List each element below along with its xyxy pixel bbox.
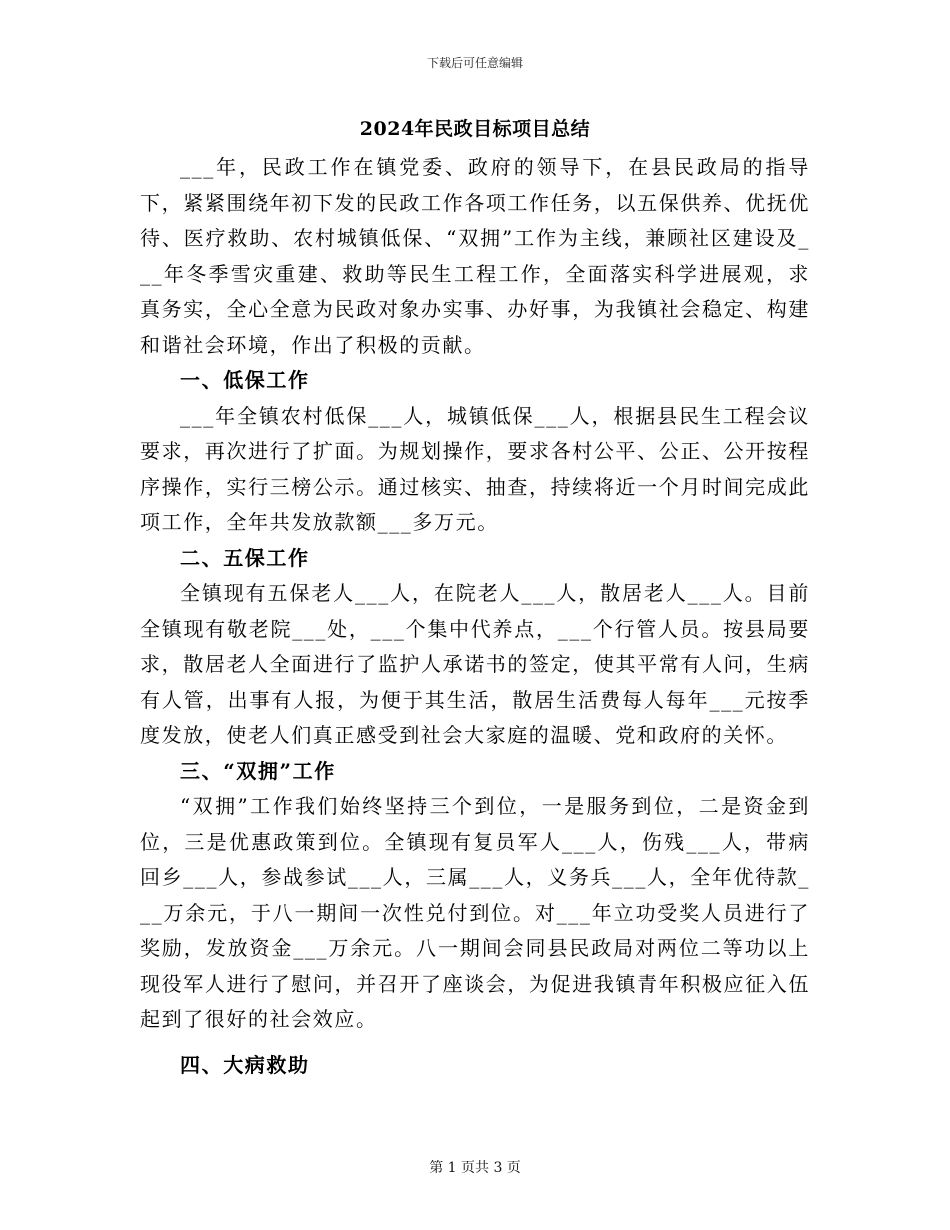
section-heading-five-guarantees: 二、五保工作 <box>180 545 310 570</box>
section-heading-major-illness: 四、大病救助 <box>180 1052 310 1077</box>
document-body <box>140 150 810 1083</box>
section-body-low-income: ___年全镇农村低保___人，城镇低保___人，根据县民生工程会议要求，再次进行了扩面。为规划操作，要求各村公平、公正、公开按程序操作，实行三榜公示。通过核实、抽查，持续将近一个月时间完成此项工作，全年共发放款额___多万元。 <box>140 403 810 534</box>
section-body-five-guarantees: 全镇现有五保老人___人，在院老人___人，散居老人___人。目前全镇现有敬老院___处，___个集中代养点，___个行管人员。按县局要求，散居老人全面进行了监护人承诺书的签定，使其平常有人问，生病有人管，出事有人报，为便于其生活，散居生活费每人每年___元按季度发放，使老人们真正感受到社会大家庭的温暖、党和政府的关怀。 <box>140 581 810 747</box>
page-number: 第 1 页共 3 页 <box>429 1160 521 1176</box>
section-heading-dual-support: 三、“双拥”工作 <box>180 758 336 783</box>
section-heading-low-income: 一、低保工作 <box>180 368 310 392</box>
intro-paragraph: ___年，民政工作在镇党委、政府的领导下，在县民政局的指导下，紧紧围绕年初下发的民政工作各项工作任务，以五保供养、优抚优待、医疗救助、农村城镇低保、“双拥”工作为主线，兼顾社区建设及___年冬季雪灾重建、救助等民生工程工作，全面落实科学进展观，求真务实，全心全意为民政对象办实事、办好事，为我镇社会稳定、构建和谐社会环境，作出了积极的贡献。 <box>140 155 810 357</box>
section-body-dual-support: “双拥”工作我们始终坚持三个到位，一是服务到位，二是资金到位，三是优惠政策到位。全镇现有复员军人___人，伤残___人，带病回乡___人，参战参试___人，三属___人，义务兵___人，全年优待款___万余元，于八一期间一次性兑付到位。对___年立功受奖人员进行了奖励，发放资金___万余元。八一期间会同县民政局对两位二等功以上现役军人进行了慰问，并召开了座谈会，为促进我镇青年积极应征入伍起到了很好的社会效应。 <box>140 794 810 1031</box>
document-title: 2024年民政目标项目总结 <box>359 118 591 140</box>
header-note: 下载后可任意编辑 <box>426 56 523 70</box>
